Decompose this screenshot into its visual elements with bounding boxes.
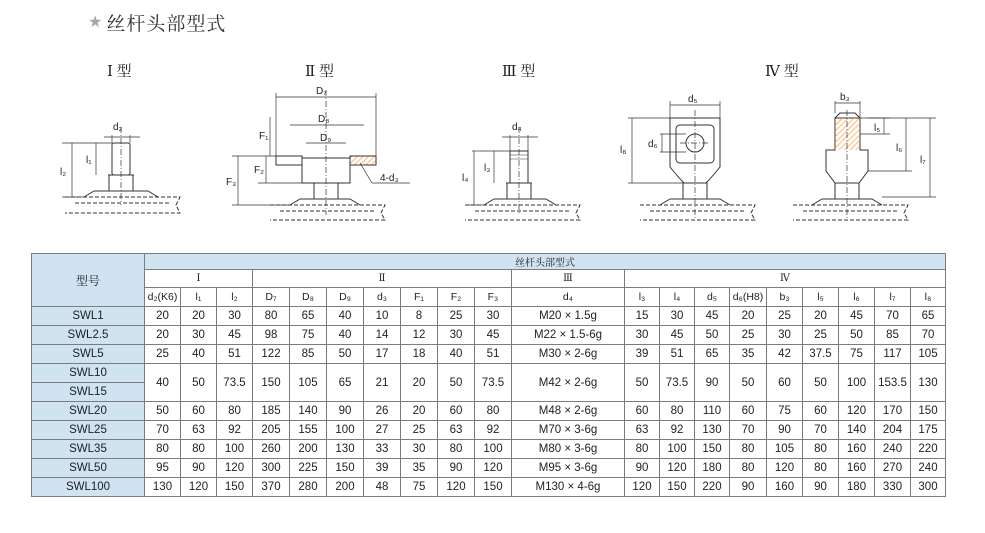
table-cell: 90 (767, 421, 803, 440)
type-3-drawing (462, 122, 580, 220)
column-header: b₃ (767, 288, 803, 307)
table-cell: 120 (839, 402, 875, 421)
table-cell: M70 × 3-6g (512, 421, 625, 440)
label-d2: d₂ (113, 122, 123, 133)
table-cell: 35 (730, 345, 767, 364)
table-cell: 160 (839, 440, 875, 459)
type-2-drawing (226, 86, 410, 220)
table-cell: 45 (217, 326, 253, 345)
table-cell: 122 (253, 345, 290, 364)
table-cell: 92 (660, 421, 695, 440)
table-cell: 20 (803, 307, 839, 326)
table-cell: 200 (290, 440, 327, 459)
table-cell: 75 (839, 345, 875, 364)
star-icon: ★ (88, 14, 103, 31)
table-cell: 60 (438, 402, 475, 421)
table-cell: 50 (803, 364, 839, 402)
table-cell: 12 (401, 326, 438, 345)
table-cell: 85 (290, 345, 327, 364)
table-cell: 60 (625, 402, 660, 421)
column-header: d₄ (512, 288, 625, 307)
table-cell: 120 (181, 478, 217, 497)
model-header: 型号 (32, 254, 145, 307)
table-cell: 270 (875, 459, 911, 478)
table-cell: 150 (253, 364, 290, 402)
table-cell: 50 (839, 326, 875, 345)
table-cell: 48 (364, 478, 401, 497)
table-cell: 39 (364, 459, 401, 478)
table-cell: 120 (217, 459, 253, 478)
table-cell: 100 (327, 421, 364, 440)
table-cell: 105 (911, 345, 946, 364)
table-cell: 37.5 (803, 345, 839, 364)
table-cell: 60 (730, 402, 767, 421)
table-cell: 45 (660, 326, 695, 345)
table-cell: 90 (695, 364, 730, 402)
table-cell: 150 (217, 478, 253, 497)
table-cell: 100 (839, 364, 875, 402)
table-cell: 100 (660, 440, 695, 459)
table-cell: 26 (364, 402, 401, 421)
label-D8: D₈ (318, 114, 330, 125)
table-cell: M22 × 1.5-6g (512, 326, 625, 345)
column-header: D₈ (290, 288, 327, 307)
table-row (32, 421, 946, 440)
label-D7: D₇ (316, 86, 327, 97)
table-cell: 8 (401, 307, 438, 326)
table-cell: 30 (475, 307, 512, 326)
table-cell: 90 (327, 402, 364, 421)
table-cell: M95 × 3-6g (512, 459, 625, 478)
label-l6: l₆ (896, 143, 903, 154)
label-l7: l₇ (920, 155, 926, 166)
table-cell: 240 (875, 440, 911, 459)
table-cell: M42 × 2-6g (512, 364, 625, 402)
table-row (32, 307, 946, 326)
table-cell: 39 (625, 345, 660, 364)
group-header-3: Ⅲ (512, 270, 625, 288)
label-d4: d₄ (512, 122, 522, 133)
type-3-label: Ⅲ 型 (502, 64, 536, 80)
table-cell: 65 (290, 307, 327, 326)
label-l3: l₃ (484, 163, 491, 174)
spec-table (31, 253, 946, 497)
table-row (32, 345, 946, 364)
table-cell: 50 (730, 364, 767, 402)
table-cell: 220 (911, 440, 946, 459)
column-header: F₃ (475, 288, 512, 307)
table-cell: 80 (803, 440, 839, 459)
column-header: l₅ (803, 288, 839, 307)
table-cell: 80 (803, 459, 839, 478)
table-cell: 73.5 (660, 364, 695, 402)
table-cell: 150 (660, 478, 695, 497)
label-F3: F₃ (226, 177, 237, 188)
label-D9: D₉ (320, 133, 332, 144)
table-cell: 80 (181, 440, 217, 459)
table-cell: 50 (145, 402, 181, 421)
model-cell: SWL25 (32, 421, 145, 440)
table-cell: 130 (145, 478, 181, 497)
column-header: D₇ (253, 288, 290, 307)
column-header: d₆(H8) (730, 288, 767, 307)
table-cell: 25 (767, 307, 803, 326)
table-main-header: 丝杆头部型式 (145, 254, 946, 270)
table-cell: 51 (475, 345, 512, 364)
table-cell: 80 (730, 440, 767, 459)
table-cell: 120 (475, 459, 512, 478)
table-cell: M80 × 3-6g (512, 440, 625, 459)
table-cell: 75 (290, 326, 327, 345)
table-cell: 155 (290, 421, 327, 440)
table-cell: 75 (401, 478, 438, 497)
table-cell: 140 (290, 402, 327, 421)
label-b3: b₃ (840, 92, 850, 103)
table-cell: 63 (625, 421, 660, 440)
table-cell: 220 (695, 478, 730, 497)
table-row (32, 459, 946, 478)
table-cell: M48 × 2-6g (512, 402, 625, 421)
column-header: l₃ (625, 288, 660, 307)
column-header: l₄ (660, 288, 695, 307)
table-cell: 80 (475, 402, 512, 421)
table-cell: 130 (911, 364, 946, 402)
table-cell: 120 (625, 478, 660, 497)
table-cell: 225 (290, 459, 327, 478)
column-header: d₃ (364, 288, 401, 307)
table-row (32, 326, 946, 345)
table-cell: 120 (767, 459, 803, 478)
table-cell: M30 × 2-6g (512, 345, 625, 364)
table-cell: 92 (475, 421, 512, 440)
table-cell: 45 (695, 307, 730, 326)
table-cell: 95 (145, 459, 181, 478)
table-cell: 90 (438, 459, 475, 478)
label-d5: d₅ (688, 94, 698, 105)
column-header: F₁ (401, 288, 438, 307)
table-cell: 180 (839, 478, 875, 497)
table-cell: 140 (839, 421, 875, 440)
table-cell: 45 (839, 307, 875, 326)
table-cell: 15 (625, 307, 660, 326)
table-cell: 30 (181, 326, 217, 345)
column-header: l₆ (839, 288, 875, 307)
type-4-label: Ⅳ 型 (765, 64, 799, 80)
model-cell: SWL15 (32, 383, 145, 402)
table-cell: 51 (660, 345, 695, 364)
column-header: d₅ (695, 288, 730, 307)
table-cell: 45 (475, 326, 512, 345)
table-cell: 105 (767, 440, 803, 459)
table-cell: 50 (327, 345, 364, 364)
table-cell: 90 (181, 459, 217, 478)
table-cell: 280 (290, 478, 327, 497)
technical-drawings (0, 55, 985, 245)
table-cell: 80 (660, 402, 695, 421)
model-cell: SWL10 (32, 364, 145, 383)
page-title-text: 丝杆头部型式 (106, 13, 227, 35)
table-cell: 370 (253, 478, 290, 497)
table-cell: 70 (145, 421, 181, 440)
table-cell: 63 (181, 421, 217, 440)
table-body (32, 307, 946, 497)
type-4-side-drawing (793, 92, 936, 220)
column-header: D₉ (327, 288, 364, 307)
table-cell: 25 (438, 307, 475, 326)
table-cell: 10 (364, 307, 401, 326)
table-cell: 160 (767, 478, 803, 497)
page-title (88, 8, 226, 36)
group-header-1: Ⅰ (145, 270, 253, 288)
column-header-row (32, 288, 946, 307)
table-cell: 17 (364, 345, 401, 364)
table-cell: 40 (327, 307, 364, 326)
column-header: l₂ (217, 288, 253, 307)
table-cell: 30 (401, 440, 438, 459)
table-cell: 42 (767, 345, 803, 364)
model-cell: SWL20 (32, 402, 145, 421)
table-cell: 25 (730, 326, 767, 345)
table-cell: 30 (767, 326, 803, 345)
table-cell: 50 (625, 364, 660, 402)
column-header: l₈ (911, 288, 946, 307)
label-F2: F₂ (254, 165, 264, 176)
table-cell: 110 (695, 402, 730, 421)
table-cell: 65 (911, 307, 946, 326)
table-cell: 40 (145, 364, 181, 402)
table-cell: 35 (401, 459, 438, 478)
table-cell: 150 (327, 459, 364, 478)
table-cell: 65 (327, 364, 364, 402)
table-cell: 60 (767, 364, 803, 402)
table-cell: 20 (730, 307, 767, 326)
table-cell: 60 (181, 402, 217, 421)
table-cell: 90 (803, 478, 839, 497)
type-1-label: Ⅰ 型 (107, 64, 132, 80)
table-cell: 200 (327, 478, 364, 497)
table-cell: 150 (475, 478, 512, 497)
group-header-2: Ⅱ (253, 270, 512, 288)
table-cell: 240 (911, 459, 946, 478)
table-cell: 80 (625, 440, 660, 459)
type-4-front-drawing (620, 94, 755, 220)
table-cell: 50 (695, 326, 730, 345)
table-cell: M130 × 4-6g (512, 478, 625, 497)
table-cell: M20 × 1.5g (512, 307, 625, 326)
table-cell: 70 (730, 421, 767, 440)
column-header: l₇ (875, 288, 911, 307)
table-cell: 80 (145, 440, 181, 459)
model-cell: SWL1 (32, 307, 145, 326)
label-l4: l₄ (462, 173, 469, 184)
table-cell: 18 (401, 345, 438, 364)
table-cell: 33 (364, 440, 401, 459)
group-header-4: Ⅳ (625, 270, 946, 288)
table-cell: 260 (253, 440, 290, 459)
table-row (32, 364, 946, 383)
model-cell: SWL100 (32, 478, 145, 497)
label-d6: d₆ (648, 139, 658, 150)
table-cell: 330 (875, 478, 911, 497)
table-cell: 70 (911, 326, 946, 345)
table-cell: 117 (875, 345, 911, 364)
table-cell: 40 (181, 345, 217, 364)
table-cell: 150 (695, 440, 730, 459)
table-cell: 70 (803, 421, 839, 440)
column-header: l₁ (181, 288, 217, 307)
table-cell: 180 (695, 459, 730, 478)
table-cell: 51 (217, 345, 253, 364)
table-cell: 20 (401, 364, 438, 402)
table-cell: 92 (217, 421, 253, 440)
table-cell: 25 (145, 345, 181, 364)
table-cell: 90 (625, 459, 660, 478)
table-cell: 80 (438, 440, 475, 459)
table-cell: 73.5 (475, 364, 512, 402)
model-cell: SWL35 (32, 440, 145, 459)
table-cell: 85 (875, 326, 911, 345)
label-l2: l₂ (60, 167, 67, 178)
column-header: d₂(K6) (145, 288, 181, 307)
model-cell: SWL5 (32, 345, 145, 364)
table-cell: 65 (695, 345, 730, 364)
label-l1: l₁ (86, 155, 92, 166)
label-l8: l₈ (620, 145, 627, 156)
table-cell: 40 (327, 326, 364, 345)
table-cell: 98 (253, 326, 290, 345)
table-cell: 27 (364, 421, 401, 440)
table-cell: 21 (364, 364, 401, 402)
table-cell: 205 (253, 421, 290, 440)
table-cell: 170 (875, 402, 911, 421)
table-row (32, 402, 946, 421)
table-cell: 100 (475, 440, 512, 459)
table-cell: 160 (839, 459, 875, 478)
table-cell: 25 (803, 326, 839, 345)
table-cell: 20 (145, 307, 181, 326)
table-cell: 30 (660, 307, 695, 326)
table-cell: 50 (438, 364, 475, 402)
table-cell: 80 (730, 459, 767, 478)
table-cell: 63 (438, 421, 475, 440)
table-cell: 105 (290, 364, 327, 402)
table-cell: 130 (327, 440, 364, 459)
table-cell: 60 (803, 402, 839, 421)
table-cell: 30 (217, 307, 253, 326)
table-cell: 73.5 (217, 364, 253, 402)
table-cell: 153.5 (875, 364, 911, 402)
table-cell: 204 (875, 421, 911, 440)
label-F1: F₁ (259, 131, 269, 142)
table-cell: 70 (875, 307, 911, 326)
table-cell: 75 (767, 402, 803, 421)
table-cell: 175 (911, 421, 946, 440)
table-cell: 130 (695, 421, 730, 440)
label-4-d3: 4-d₃ (380, 173, 399, 184)
table-cell: 150 (911, 402, 946, 421)
type-1-drawing (60, 122, 180, 213)
head-type-diagrams (0, 55, 985, 245)
table-cell: 20 (181, 307, 217, 326)
table-cell: 25 (401, 421, 438, 440)
table-cell: 40 (438, 345, 475, 364)
type-2-label: Ⅱ 型 (305, 64, 334, 80)
table-cell: 20 (145, 326, 181, 345)
table-cell: 80 (253, 307, 290, 326)
table-cell: 90 (730, 478, 767, 497)
table-cell: 100 (217, 440, 253, 459)
table-cell: 120 (438, 478, 475, 497)
table-row (32, 440, 946, 459)
table-cell: 185 (253, 402, 290, 421)
table-cell: 300 (253, 459, 290, 478)
table-cell: 30 (438, 326, 475, 345)
table-cell: 30 (625, 326, 660, 345)
table-cell: 14 (364, 326, 401, 345)
table-cell: 20 (401, 402, 438, 421)
model-cell: SWL50 (32, 459, 145, 478)
table-row (32, 478, 946, 497)
model-cell: SWL2.5 (32, 326, 145, 345)
table-cell: 300 (911, 478, 946, 497)
table-cell: 50 (181, 364, 217, 402)
label-l5: l₅ (874, 123, 881, 134)
table-cell: 120 (660, 459, 695, 478)
column-header: F₂ (438, 288, 475, 307)
table-cell: 80 (217, 402, 253, 421)
